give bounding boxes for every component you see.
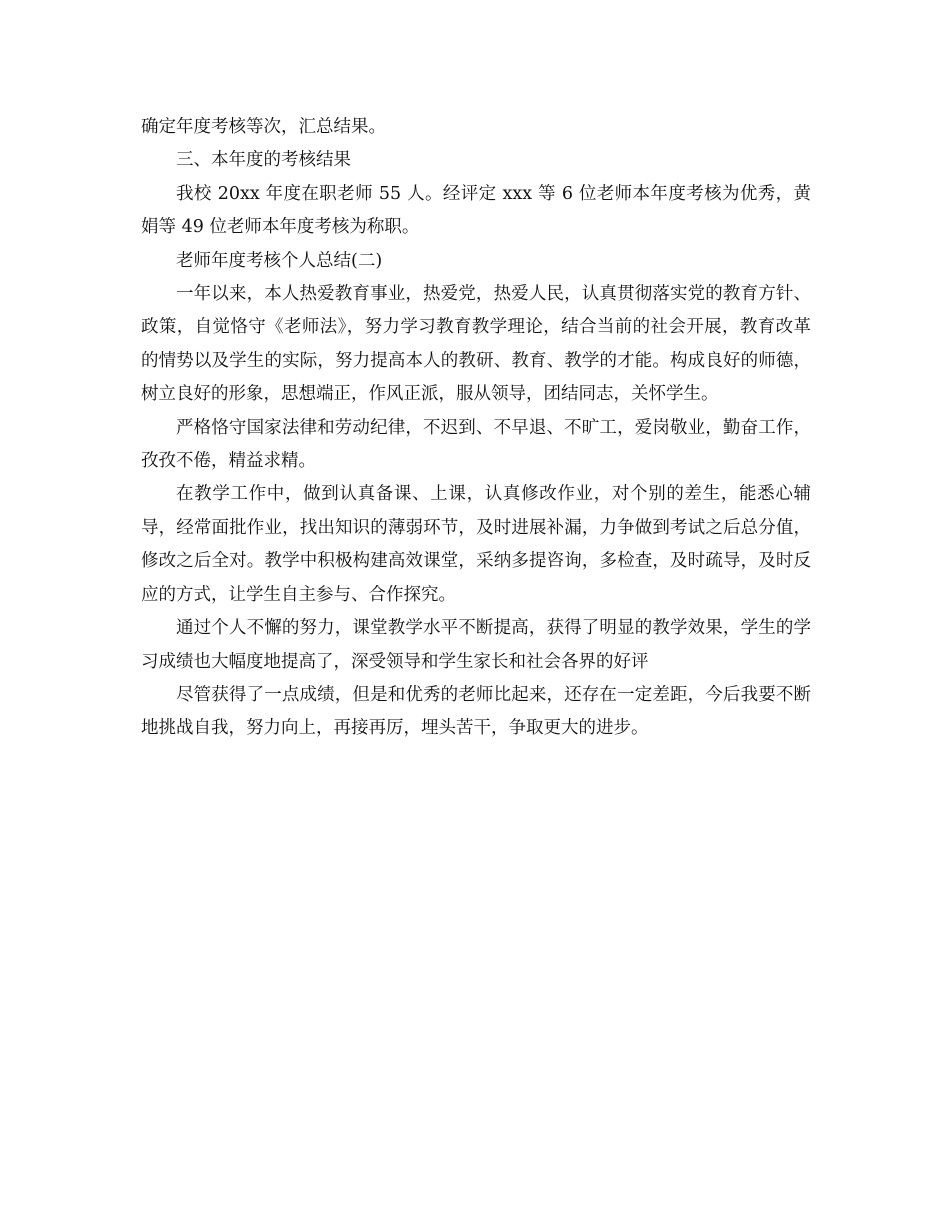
paragraph-continuation: 确定年度考核等次，汇总结果。 — [141, 117, 386, 137]
paragraph-results: 我校 20xx 年度在职老师 55 人。经评定 xxx 等 6 位老师本年度考核为优秀，黄娟等 49 位老师本年度考核为称职。 — [141, 183, 811, 238]
section-heading-results: 三、本年度的考核结果 — [176, 150, 351, 171]
paragraph-teaching: 在教学工作中，做到认真备课、上课，认真修改作业，对个别的差生，能悉心辅导，经常面批作业，找出知识的薄弱环节，及时进展补漏，力争做到考试之后总分值，修改之后全对。教学中积极构建高效课堂，采纳多提咨询，多检查，及时疏导，及时反应的方式，让学生自主参与、合作探究。 — [141, 484, 811, 605]
paragraph-overview: 一年以来，本人热爱教育事业，热爱党，热爱人民，认真贯彻落实党的教育方针、政策，自觉恪守《老师法》，努力学习教育教学理论，结合当前的社会开展，教育改革的情势以及学生的实际，努力提高本人的教研、教育、教学的才能。构成良好的师德，树立良好的形象，思想端正，作风正派，服从领导，团结同志，关怀学生。 — [141, 284, 811, 405]
document-body — [141, 111, 811, 746]
paragraph-outlook: 尽管获得了一点成绩，但是和优秀的老师比起来，还存在一定差距，今后我要不断地挑战自我，努力向上，再接再厉，埋头苦干，争取更大的进步。 — [141, 684, 811, 739]
paragraph-achievement: 通过个人不懈的努力，课堂教学水平不断提高，获得了明显的教学效果，学生的学习成绩也大幅度地提高了，深受领导和学生家长和社会各界的好评 — [141, 618, 811, 672]
paragraph-discipline: 严格恪守国家法律和劳动纪律，不迟到、不早退、不旷工，爱岗敬业，勤奋工作，孜孜不倦，精益求精。 — [141, 417, 811, 472]
section-heading-summary: 老师年度考核个人总结(二) — [176, 250, 383, 271]
